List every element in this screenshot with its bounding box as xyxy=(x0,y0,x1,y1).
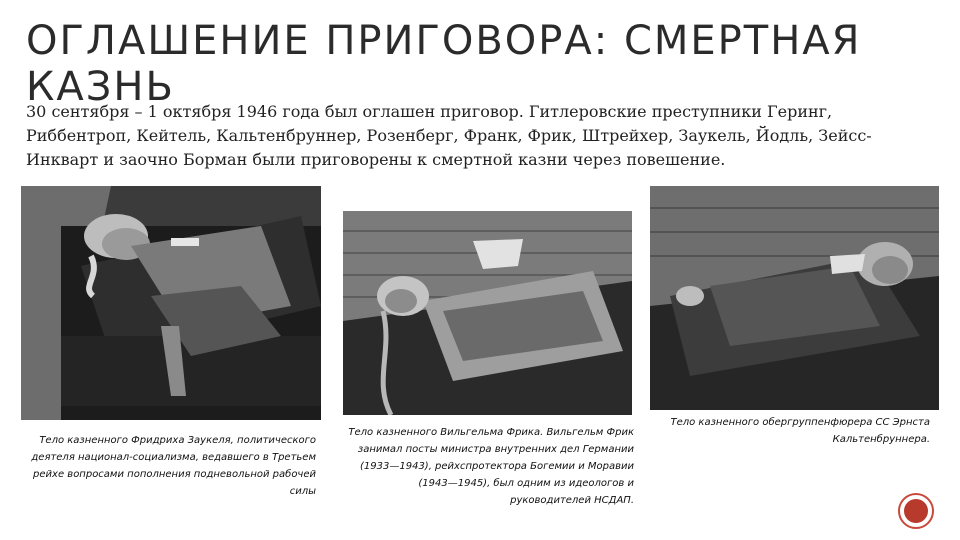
photo-sauckel-caption: Тело казненного Фридриха Заукеля, политического деятеля национал-социализма, ведавшего в Третьем рейхе вопросами пополнения подневольной рабочей силы xyxy=(31,435,316,497)
photo-kaltenbrunner xyxy=(650,186,939,410)
slide-title: ОГЛАШЕНИЕ ПРИГОВОРА: СМЕРТНАЯ КАЗНЬ xyxy=(26,18,862,110)
photo-frick xyxy=(343,211,632,415)
photo-sauckel xyxy=(21,186,321,420)
slide-badge-dot xyxy=(904,499,928,523)
photo-sauckel-image xyxy=(21,186,321,420)
intro-paragraph: 30 сентября – 1 октября 1946 года был оглашен приговор. Гитлеровские преступники Геринг, Риббентроп, Кейтель, Кальтенбруннер, Розенберг, Франк, Фрик, Штрейхер, Заукель, Йодль, Зейсс-Инкварт и заочно Борман были приговорены к смертной казни через повешение. xyxy=(26,102,872,169)
photo-frick-image xyxy=(343,211,632,415)
photo-kaltenbrunner-image xyxy=(650,186,939,410)
slide-badge-icon xyxy=(898,493,934,529)
photo-frick-caption: Тело казненного Вильгельма Фрика. Вильгельм Фрик занимал посты министра внутренних дел Германии (1933—1943), рейхспротектора Богемии и Моравии (1943—1945), был одним из идеологов и руководителей НСДАП. xyxy=(348,427,634,506)
photo-kaltenbrunner-caption: Тело казненного обергруппенфюрера СС Эрнста Кальтенбруннера. xyxy=(670,417,930,445)
